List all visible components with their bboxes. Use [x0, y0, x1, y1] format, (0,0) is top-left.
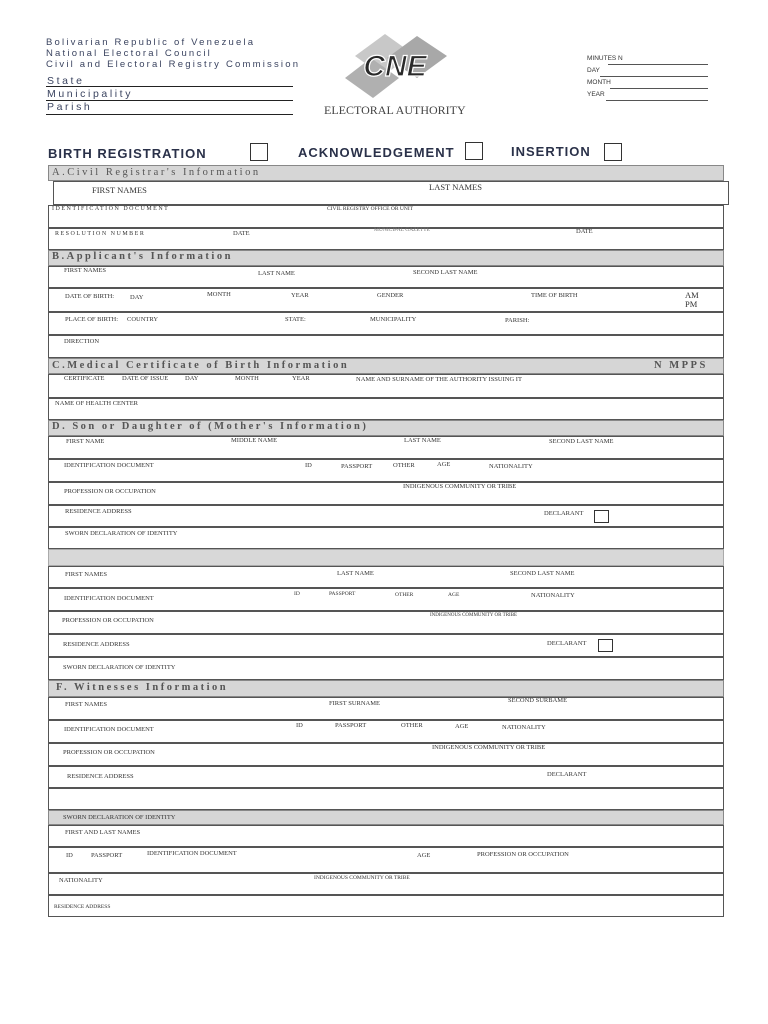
civil-office-label: CIVIL REGISTRY OFFICE OR UNIT — [327, 206, 414, 212]
e-id-type-other[interactable]: OTHER — [395, 592, 414, 598]
section-a-title: A.Civil Registrar's Information — [52, 167, 261, 178]
acknowledgement-checkbox[interactable] — [465, 142, 483, 160]
mother-sworn-label: SWORN DECLARATION OF IDENTITY — [65, 530, 178, 537]
mpps-label: N MPPS — [654, 360, 708, 371]
e-id-label: IDENTIFICATION DOCUMENT — [64, 595, 154, 602]
f-id-type-passport[interactable]: PASSPORT — [335, 722, 367, 729]
mother-age-label: AGE — [437, 461, 451, 468]
f2-nationality-label: NATIONALITY — [59, 877, 103, 884]
section-b-title: B.Applicant's Information — [52, 251, 233, 262]
gazette-label: MUNICIPAL GAZETTE — [374, 227, 430, 233]
mother-residence-label: RESIDENCE ADDRESS — [65, 508, 132, 515]
applicant-second-last-label: SECOND LAST NAME — [413, 269, 478, 276]
gazette-date-label: DATE — [576, 228, 593, 235]
parish-label: Parish — [47, 101, 93, 113]
pob-parish-label: PARISH: — [505, 317, 530, 324]
dob-month-label: MONTH — [207, 291, 231, 298]
mother-last-name-label: LAST NAME — [404, 437, 441, 444]
f-declarant-label: DECLARANT — [547, 771, 587, 778]
e-sworn-label: SWORN DECLARATION OF IDENTITY — [63, 664, 176, 671]
f2-id-type-passport[interactable]: PASSPORT — [91, 852, 123, 859]
logo-text: CNE — [363, 50, 427, 83]
e-residence-label: RESIDENCE ADDRESS — [63, 641, 130, 648]
issuing-authority-label: NAME AND SURNAME OF THE AUTHORITY ISSUING IT — [356, 376, 522, 383]
section-c-title: C.Medical Certificate of Birth Information — [52, 360, 350, 371]
mother-id-type-other[interactable]: OTHER — [393, 462, 415, 469]
applicant-first-names-label: FIRST NAMES — [64, 267, 106, 274]
insertion-label: INSERTION — [511, 144, 591, 159]
section-f-title: F. Witnesses Information — [56, 682, 229, 693]
f2-indigenous-label: INDIGENOUS COMMUNITY OR TRIBE — [314, 875, 410, 881]
f-residence-row[interactable] — [48, 766, 724, 788]
registrar-first-names-label: FIRST NAMES — [92, 185, 147, 195]
day-line[interactable] — [600, 76, 708, 77]
minutes-label: MINUTES N — [587, 55, 623, 62]
f-id-type-other[interactable]: OTHER — [401, 722, 423, 729]
f-indigenous-label: INDIGENOUS COMMUNITY OR TRIBE — [432, 744, 546, 751]
birth-registration-label: BIRTH REGISTRATION — [48, 146, 207, 161]
applicant-names-row[interactable] — [48, 266, 724, 288]
state-label: State — [47, 75, 85, 87]
month-label: MONTH — [587, 79, 611, 86]
e-first-names-label: FIRST NAMES — [65, 571, 107, 578]
insertion-checkbox[interactable] — [604, 143, 622, 161]
f2-residence-label: RESIDENCE ADDRESS — [54, 904, 111, 910]
dob-label: DATE OF BIRTH: — [65, 293, 115, 300]
f2-id-type-id[interactable]: ID — [66, 852, 73, 859]
gender-label: GENDER — [377, 292, 404, 299]
birth-registration-checkbox[interactable] — [250, 143, 268, 161]
mother-second-last-label: SECOND LAST NAME — [549, 438, 614, 445]
e-declarant-label: DECLARANT — [547, 640, 587, 647]
e-second-last-label: SECOND LAST NAME — [510, 570, 575, 577]
registrar-id-label: IDENTIFICATION DOCUMENT — [52, 206, 170, 212]
health-center-row[interactable] — [48, 398, 724, 420]
e-profession-label: PROFESSION OR OCCUPATION — [62, 617, 154, 624]
e-names-row[interactable] — [48, 566, 724, 588]
f2-profession-label: PROFESSION OR OCCUPATION — [477, 851, 569, 858]
f-first-surname-label: FIRST SURNAME — [329, 700, 380, 707]
registrar-names-row[interactable] — [53, 181, 729, 205]
e-nationality-label: NATIONALITY — [531, 592, 575, 599]
health-center-label: NAME OF HEALTH CENTER — [55, 400, 138, 407]
f2-age-label: AGE — [417, 852, 431, 859]
e-age-label: AGE — [448, 592, 460, 598]
f-sworn-label: SWORN DECLARATION OF IDENTITY — [63, 814, 176, 821]
certificate-label: CERTIFICATE — [64, 375, 105, 382]
mother-declarant-checkbox[interactable] — [594, 510, 609, 523]
minutes-line[interactable] — [608, 64, 708, 65]
time-of-birth-label: TIME OF BIRTH — [531, 292, 578, 299]
pob-state-label: STATE: — [285, 316, 306, 323]
f2-residence-row[interactable] — [48, 895, 724, 917]
pob-municipality-label: MUNICIPALITY — [370, 316, 417, 323]
cert-year-label: YEAR — [292, 375, 310, 382]
mother-profession-label: PROFESSION OR OCCUPATION — [64, 488, 156, 495]
mother-first-name-label: FIRST NAME — [66, 438, 105, 445]
mother-middle-name-label: MIDDLE NAME — [231, 437, 278, 444]
mother-names-row[interactable] — [48, 436, 724, 459]
pob-country-label: COUNTRY — [127, 316, 159, 323]
month-line[interactable] — [610, 88, 708, 89]
resolution-date-label: DATE — [233, 230, 250, 237]
cert-month-label: MONTH — [235, 375, 259, 382]
year-label: YEAR — [587, 91, 605, 98]
e-declarant-checkbox[interactable] — [598, 639, 613, 652]
f-names-row[interactable] — [48, 697, 724, 720]
registrar-last-names-label: LAST NAMES — [429, 182, 482, 192]
parish-line[interactable] — [46, 114, 293, 115]
mother-id-label: IDENTIFICATION DOCUMENT — [64, 462, 154, 469]
mother-id-type-id[interactable]: ID — [305, 462, 312, 469]
date-issue-label: DATE OF ISSUE — [122, 375, 169, 382]
f2-first-last-label: FIRST AND LAST NAMES — [65, 829, 141, 836]
f-profession-label: PROFESSION OR OCCUPATION — [63, 749, 155, 756]
dob-year-label: YEAR — [291, 292, 309, 299]
direction-label: DIRECTION — [64, 338, 100, 345]
day-label: DAY — [587, 67, 600, 74]
municipality-label: Municipality — [47, 88, 134, 100]
am-label[interactable]: AM — [685, 290, 699, 300]
applicant-last-name-label: LAST NAME — [258, 270, 295, 277]
mother-id-type-passport[interactable]: PASSPORT — [341, 463, 373, 470]
e-last-name-label: LAST NAME — [337, 570, 374, 577]
section-d-title: D. Son or Daughter of (Mother's Information) — [52, 421, 369, 432]
pob-label: PLACE OF BIRTH: — [65, 316, 119, 323]
electoral-authority: ELECTORAL AUTHORITY — [324, 103, 466, 117]
resolution-label: RESOLUTION NUMBER — [55, 231, 146, 237]
f2-id-label: IDENTIFICATION DOCUMENT — [147, 850, 237, 857]
commission-text: Civil and Electoral Registry Commission — [46, 59, 301, 70]
f-id-label: IDENTIFICATION DOCUMENT — [64, 726, 154, 733]
mother-indigenous-label: INDIGENOUS COMMUNITY OR TRIBE — [403, 483, 517, 490]
e-id-type-passport[interactable]: PASSPORT — [329, 591, 356, 597]
acknowledgement-label: ACKNOWLEDGEMENT — [298, 145, 455, 160]
f-nationality-label: NATIONALITY — [502, 724, 546, 731]
mother-nationality-label: NATIONALITY — [489, 463, 533, 470]
f-second-surname-label: SECOND SURBAME — [508, 697, 568, 704]
pm-label[interactable]: PM — [685, 299, 698, 309]
f-first-names-label: FIRST NAMES — [65, 701, 107, 708]
republic-text: Bolivarian Republic of Venezuela — [46, 37, 256, 48]
e-indigenous-label: INDIGENOUS COMMUNITY OR TRIBE — [430, 613, 518, 618]
direction-row[interactable] — [48, 335, 724, 358]
f-age-label: AGE — [455, 723, 469, 730]
dob-day-label: DAY — [130, 294, 144, 301]
cert-day-label: DAY — [185, 375, 199, 382]
mother-residence-row[interactable] — [48, 505, 724, 527]
section-e-header — [48, 549, 724, 566]
mother-declarant-label: DECLARANT — [544, 510, 584, 517]
cne-logo — [325, 28, 465, 104]
e-residence-row[interactable] — [48, 634, 724, 657]
f-id-type-id[interactable]: ID — [296, 722, 303, 729]
f-blank-row[interactable] — [48, 788, 724, 810]
f2-names-row[interactable] — [48, 825, 724, 847]
state-line[interactable] — [46, 86, 293, 87]
year-line[interactable] — [606, 100, 708, 101]
f-residence-label: RESIDENCE ADDRESS — [67, 773, 134, 780]
council-text: National Electoral Council — [46, 48, 212, 59]
e-id-type-id[interactable]: ID — [294, 591, 300, 597]
